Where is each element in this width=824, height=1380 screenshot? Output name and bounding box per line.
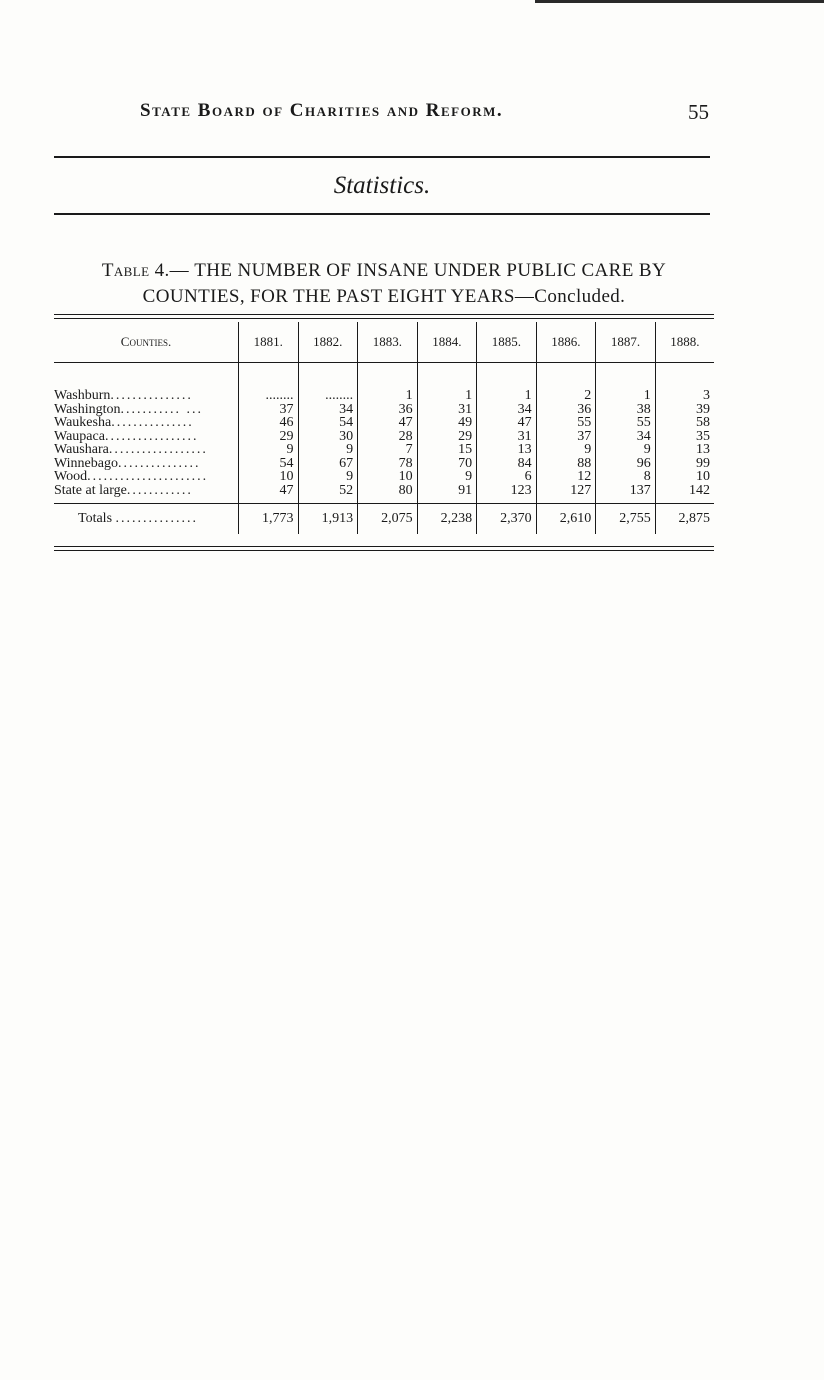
value-cell: 34 (477, 403, 537, 417)
county-cell (54, 403, 239, 417)
year-header: 1888. (655, 322, 714, 363)
value-cell: 9 (417, 470, 477, 484)
county-cell (54, 443, 239, 457)
total-value-cell: 1,913 (298, 504, 358, 535)
value-cell: 9 (596, 443, 656, 457)
year-header: 1887. (596, 322, 656, 363)
value-cell: 10 (239, 470, 299, 484)
value-cell: 10 (358, 470, 418, 484)
table-row (54, 389, 714, 403)
value-cell: 39 (696, 401, 710, 417)
county-name: State at large (54, 483, 127, 498)
county-name: Wood (54, 470, 88, 484)
table-caption (58, 258, 710, 310)
counties-column-header: Counties. (54, 322, 239, 363)
value-cell: 1 (477, 389, 537, 403)
year-header: 1886. (536, 322, 596, 363)
value-cell: 2 (536, 389, 596, 403)
caption-lead: Table 4.— (101, 260, 195, 281)
leader-dots: ............... (110, 389, 193, 403)
value-cell: 34 (298, 403, 358, 417)
value-cell: 37 (239, 403, 299, 417)
year-header: 1882. (298, 322, 358, 363)
county-name: Waushara (54, 443, 109, 457)
table-row (54, 470, 714, 484)
value-cell: 3 (703, 388, 710, 403)
value-cell: 10 (696, 469, 710, 484)
value-cell: 6 (477, 470, 537, 484)
running-head: State Board of Charities and Reform. (140, 100, 504, 121)
year-header: 1884. (417, 322, 477, 363)
totals-label-cell (54, 504, 239, 535)
county-cell (54, 389, 239, 403)
value-cell: ........ (239, 389, 299, 403)
leader-dots: ................. (104, 429, 199, 443)
value-cell: 142 (689, 482, 710, 498)
value-cell: 9 (298, 443, 358, 457)
value-cell: 67 (298, 457, 358, 471)
totals-row (54, 504, 714, 535)
value-cell: 15 (417, 443, 477, 457)
value-cell: 1 (358, 389, 418, 403)
value-cell: 13 (477, 443, 537, 457)
totals-label: Totals (78, 511, 113, 527)
caption-line1-text: THE NUMBER OF INSANE UNDER PUBLIC CARE BY (194, 260, 667, 281)
value-cell: 8 (596, 470, 656, 484)
value-cell: 54 (298, 416, 358, 430)
county-cell (54, 484, 239, 504)
value-cell: 46 (239, 416, 299, 430)
value-cell: 99 (696, 455, 710, 471)
value-cell: 55 (596, 416, 656, 430)
value-cell: 52 (298, 484, 358, 504)
value-cell: 9 (298, 470, 358, 484)
county-cell (54, 430, 239, 444)
value-cell: 70 (417, 457, 477, 471)
value-cell: 29 (417, 430, 477, 444)
table-row (54, 443, 714, 457)
county-cell (54, 416, 239, 430)
year-header: 1885. (477, 322, 537, 363)
caption-line-1 (58, 258, 710, 284)
leader-dots: .................. (108, 443, 208, 457)
value-cell: 36 (536, 403, 596, 417)
value-cell: 47 (358, 416, 418, 430)
value-cell: 7 (358, 443, 418, 457)
value-cell: 28 (358, 430, 418, 444)
table-bottom-rule-2 (54, 550, 714, 551)
total-value-cell: 2,238 (417, 504, 477, 535)
top-rule (54, 156, 710, 158)
value-cell: 58 (696, 415, 710, 430)
section-title: Statistics. (333, 172, 431, 199)
county-name: Waupaca (54, 429, 105, 443)
county-name: Winnebago (54, 456, 118, 470)
table-row (54, 430, 714, 444)
value-cell: 38 (596, 403, 656, 417)
value-cell: 127 (536, 484, 596, 504)
value-cell: 29 (239, 430, 299, 444)
table-bottom-rule-1 (54, 546, 714, 547)
value-cell: 9 (536, 443, 596, 457)
leader-dots: ...................... (87, 470, 209, 484)
value-cell: 34 (596, 430, 656, 444)
value-cell: 84 (477, 457, 537, 471)
value-cell: 12 (536, 470, 596, 484)
total-value-cell: 1,773 (239, 504, 299, 535)
total-value-cell: 2,610 (536, 504, 596, 535)
county-name: Washington (54, 402, 121, 416)
leader-dots: ............... (115, 511, 199, 527)
total-value-cell: 2,755 (596, 504, 656, 535)
value-cell: ........ (298, 389, 358, 403)
value-cell: 30 (298, 430, 358, 444)
caption-line-2: COUNTIES, FOR THE PAST EIGHT YEARS—Concluded. (142, 286, 626, 307)
year-header: 1881. (239, 322, 299, 363)
value-cell: 36 (358, 403, 418, 417)
leader-dots: ............... (111, 416, 194, 430)
county-cell (54, 470, 239, 484)
leader-dots: ............ (126, 483, 193, 498)
county-name: Washburn (54, 389, 111, 403)
value-cell: 37 (536, 430, 596, 444)
value-cell: 80 (358, 484, 418, 504)
value-cell: 54 (239, 457, 299, 471)
table-header-row (54, 322, 714, 363)
value-cell: 1 (596, 389, 656, 403)
total-value-cell: 2,875 (655, 504, 714, 535)
value-cell: 91 (417, 484, 477, 504)
leader-dots: ............... (117, 456, 201, 470)
total-value-cell: 2,370 (477, 504, 537, 535)
value-cell: 31 (477, 430, 537, 444)
county-name: Waukesha (54, 416, 112, 430)
value-cell: 9 (239, 443, 299, 457)
value-cell: 96 (596, 457, 656, 471)
value-cell: 137 (596, 484, 656, 504)
value-cell: 13 (696, 442, 710, 457)
bottom-rule (54, 213, 710, 215)
leader-dots: ........... ... (120, 402, 204, 416)
value-cell: 31 (417, 403, 477, 417)
county-cell (54, 457, 239, 471)
table-top-rule-2 (54, 318, 714, 319)
header-spacer-row (54, 363, 714, 390)
page-top-edge (535, 0, 824, 3)
value-cell: 88 (536, 457, 596, 471)
total-value-cell: 2,075 (358, 504, 418, 535)
value-cell: 47 (477, 416, 537, 430)
value-cell: 78 (358, 457, 418, 471)
table-row (54, 484, 714, 504)
table-row (54, 416, 714, 430)
value-cell: 123 (477, 484, 537, 504)
page-number: 55 (688, 100, 709, 124)
value-cell: 1 (417, 389, 477, 403)
table-top-rule-1 (54, 314, 714, 315)
value-cell: 49 (417, 416, 477, 430)
year-header: 1883. (358, 322, 418, 363)
table-row (54, 403, 714, 417)
value-cell: 35 (696, 428, 710, 444)
table-row (54, 457, 714, 471)
value-cell: 47 (239, 484, 299, 504)
value-cell: 55 (536, 416, 596, 430)
insane-by-county-table (54, 322, 714, 534)
